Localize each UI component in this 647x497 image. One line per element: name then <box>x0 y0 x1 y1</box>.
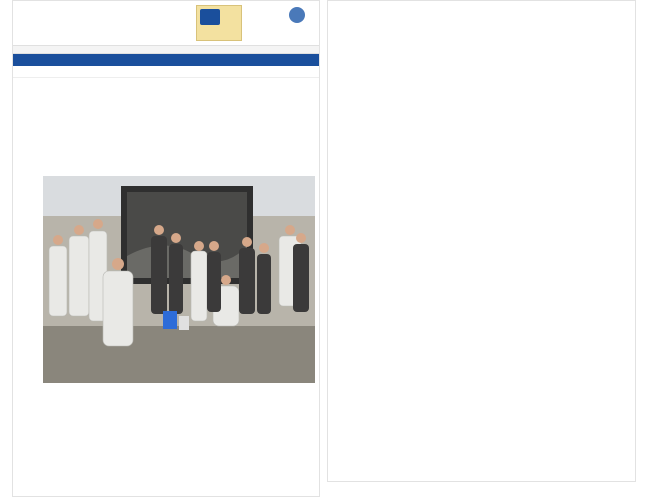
user-icon[interactable] <box>289 7 305 23</box>
breadcrumb-row <box>13 66 319 78</box>
article-body <box>341 89 631 93</box>
byline <box>28 167 39 173</box>
article-photo <box>43 176 315 383</box>
right-page <box>327 0 636 482</box>
promo-flag-icon <box>200 9 220 25</box>
promo-banner[interactable] <box>196 5 242 41</box>
masthead <box>13 1 319 45</box>
top-nav <box>13 45 319 54</box>
left-page <box>12 0 320 497</box>
region-nav <box>13 54 319 66</box>
photo-illustration <box>43 176 315 383</box>
